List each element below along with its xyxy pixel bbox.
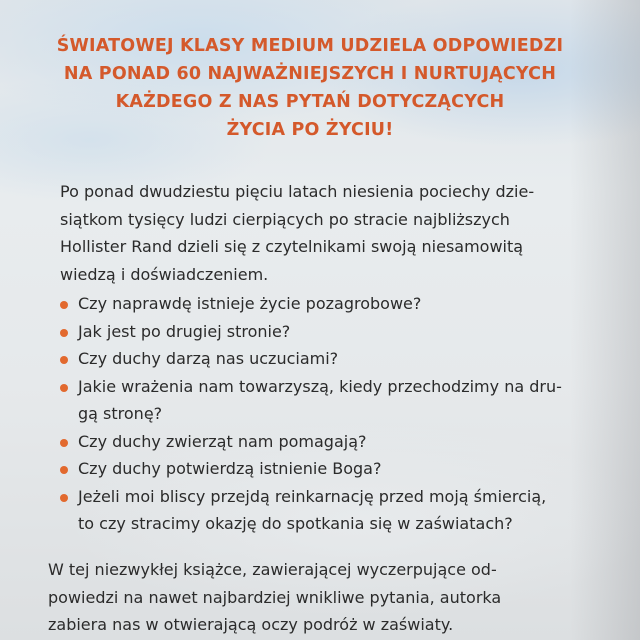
headline-line: NA PONAD 60 NAJWAŻNIEJSZYCH I NURTUJĄCYCH bbox=[63, 64, 557, 84]
headline-line: ŻYCIA PO ŻYCIU! bbox=[226, 120, 394, 140]
list-item bbox=[56, 318, 596, 346]
bullet-dot-icon bbox=[60, 356, 68, 364]
list-item bbox=[56, 290, 596, 318]
list-item bbox=[56, 455, 596, 483]
intro-line: Hollister Rand dzieli się z czytelnikami swoją niesamowitą bbox=[60, 237, 524, 256]
question-text: Czy duchy zwierząt nam pomagają? bbox=[78, 431, 367, 451]
bullet-dot-icon bbox=[60, 466, 68, 474]
bullet-dot-icon bbox=[60, 494, 68, 502]
question-text: Jeżeli moi bliscy przejdą reinkarnację przed moją śmiercią, bbox=[78, 486, 547, 506]
intro-line: Po ponad dwudziestu pięciu latach niesienia pociechy dzie- bbox=[60, 182, 535, 201]
question-text: Czy naprawdę istnieje życie pozagrobowe? bbox=[78, 294, 422, 313]
question-text: Czy duchy darzą nas uczuciami? bbox=[78, 349, 339, 368]
intro-paragraph bbox=[60, 178, 580, 288]
bullet-dot-icon bbox=[60, 384, 68, 392]
question-text: Jak jest po drugiej stronie? bbox=[78, 321, 291, 341]
question-text: to czy stracimy okazję do spotkania się w zaświatach? bbox=[78, 514, 513, 533]
question-text: gą stronę? bbox=[78, 404, 163, 423]
closing-line: zabiera nas w otwierającą oczy podróż w zaświaty. bbox=[48, 615, 454, 634]
question-text: Czy duchy potwierdzą istnienie Boga? bbox=[78, 459, 382, 478]
bullet-dot-icon bbox=[60, 439, 68, 447]
bullet-dot-icon bbox=[60, 301, 68, 309]
list-item bbox=[56, 373, 596, 428]
headline-line: KAŻDEGO Z NAS PYTAŃ DOTYCZĄCYCH bbox=[115, 92, 505, 112]
list-item bbox=[56, 428, 596, 456]
bullet-dot-icon bbox=[60, 329, 68, 337]
list-item bbox=[56, 345, 596, 373]
closing-line: powiedzi na nawet najbardziej wnikliwe pytania, autorka bbox=[48, 587, 502, 607]
closing-line: W tej niezwykłej książce, zawierającej wyczerpujące od- bbox=[48, 560, 497, 579]
question-list bbox=[56, 290, 596, 538]
intro-line: wiedzą i doświadczeniem. bbox=[60, 264, 269, 284]
headline bbox=[30, 32, 590, 144]
closing-paragraph bbox=[48, 556, 608, 639]
question-text: Jakie wrażenia nam towarzyszą, kiedy przechodzimy na dru- bbox=[78, 376, 562, 396]
headline-line: ŚWIATOWEJ KLASY MEDIUM UDZIELA ODPOWIEDZI bbox=[56, 36, 564, 56]
list-item bbox=[56, 483, 596, 538]
intro-line: siątkom tysięcy ludzi cierpiących po stracie najbliższych bbox=[60, 209, 510, 229]
